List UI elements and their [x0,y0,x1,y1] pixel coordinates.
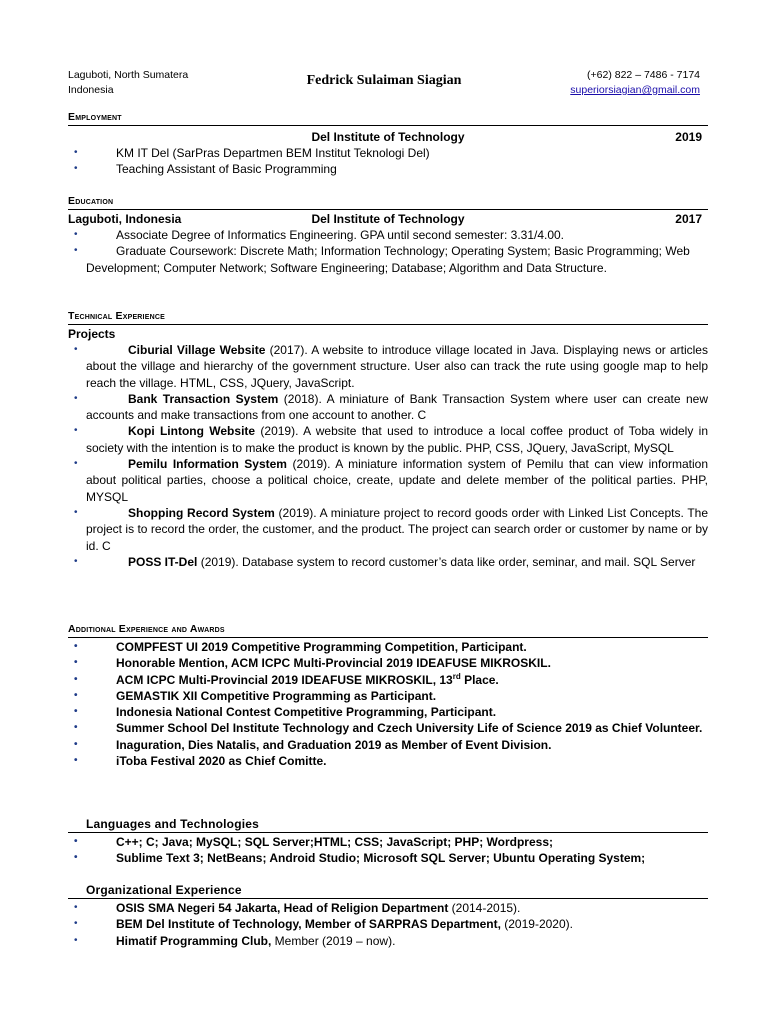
organizational-list [68,900,708,949]
education-location: Laguboti, Indonesia [68,212,182,226]
technical-section [68,309,708,570]
list-item: • OSIS SMA Negeri 54 Jakarta, Head of Religion Department (2014-2015). [74,901,521,915]
bullet-icon: • [74,657,78,669]
bullet-icon: • [74,902,78,913]
employment-row [68,129,708,145]
list-item: • iToba Festival 2020 as Chief Comitte. [74,754,327,769]
education-institution: Del Institute of Technology [311,212,465,226]
employment-section [68,110,708,178]
list-item: • Summer School Del Institute Technology and Czech University Life of Science 2019 as Chief Volunteer. [74,721,703,736]
organizational-section [68,883,708,949]
list-item: • C++; C; Java; MySQL; SQL Server;HTML; CSS; JavaScript; PHP; Wordpress; [74,835,553,849]
education-title: Education [68,194,708,210]
languages-list [68,834,708,867]
list-item: • Teaching Assistant of Basic Programming [74,162,337,177]
employment-title: Employment [68,110,708,126]
bullet-icon: • [74,673,78,685]
bullet-icon: • [74,722,78,734]
bullet-icon: • [74,425,78,437]
bullet-icon: • [74,147,78,158]
list-item: • Himatif Programming Club, Member (2019 – now). [74,933,396,948]
location-line-2: Indonesia [68,84,114,96]
list-item: • Sublime Text 3; NetBeans; Android Studio; Microsoft SQL Server; Ubuntu Operating System; [74,851,646,866]
header-contact [570,68,700,98]
bullet-icon: • [74,852,78,864]
location-line-1: Laguboti, North Sumatera [68,69,189,81]
email-link[interactable]: superiorsiagian@gmail.com [570,84,700,96]
list-item: • BEM Del Institute of Technology, Member of SARPRAS Department, (2019-2020). [74,917,573,932]
additional-title: Additional Experience and Awards [68,622,708,638]
employment-institution: Del Institute of Technology [311,130,465,144]
awards-list [68,639,708,769]
education-row [68,211,708,227]
bullet-icon: • [74,344,78,355]
bullet-icon: • [74,506,78,518]
education-list [68,227,708,276]
candidate-name: Fedrick Sulaiman Siagian [306,73,462,88]
organizational-title: Organizational Experience [68,883,708,899]
bullet-icon: • [74,738,78,750]
list-item: • Indonesia National Contest Competitive Programming, Participant. [74,705,497,720]
bullet-icon: • [74,689,78,701]
list-item: • Honorable Mention, ACM ICPC Multi-Provincial 2019 IDEAFUSE MIKROSKIL. [74,656,551,671]
bullet-icon: • [74,836,78,847]
bullet-icon: • [74,458,78,470]
list-item: • Graduate Coursework: Discrete Math; Information Technology; Operating System; Basic Programming; Web Development; Computer Network; Software Engineering; Database; Algorithm and Data Structure. [74,244,690,275]
projects-list [68,342,708,570]
list-item: • Associate Degree of Informatics Engineering. GPA until second semester: 3.31/4.00. [74,228,565,242]
languages-title: Languages and Technologies [68,817,708,833]
list-item: • Bank Transaction System (2018). A miniature of Bank Transaction System where user can create new accounts and make transactions from one account to another. C [74,391,709,423]
bullet-icon: • [74,641,78,652]
bullet-icon: • [74,918,78,930]
list-item: • Pemilu Information System (2019). A miniature information system of Pemilu that can view information about political parties, choose a political choice, create, update and delete member of the political parties. PHP, MYSQL [74,457,709,504]
employment-list [68,145,708,178]
bullet-icon: • [74,163,78,175]
education-year: 2017 [675,212,702,226]
list-item: • Shopping Record System (2019). A miniature project to record goods order with Linked List Concepts. The project is to record the order, the customer, and the product. The project can search order or customer by name or by id. C [74,505,708,553]
employment-year: 2019 [675,130,702,144]
technical-title: Technical Experience [68,309,708,325]
bullet-icon: • [74,392,78,404]
projects-subtitle: Projects [68,327,116,341]
list-item: • KM IT Del (SarPras Departmen BEM Institut Teknologi Del) [74,146,430,160]
list-item: • ACM ICPC Multi-Provincial 2019 IDEAFUSE MIKROSKIL, 13rd Place. [74,671,499,687]
bullet-icon: • [74,934,78,946]
list-item: • GEMASTIK XII Competitive Programming as Participant. [74,688,437,703]
bullet-icon: • [74,245,78,257]
list-item: • Kopi Lintong Website (2019). A website that used to introduce a local coffee product of Toba widely in society with the intention is to make the product is known by the public. PHP, CSS, JQuery, JavaScript, MySQL [74,424,708,455]
additional-section [68,622,708,769]
list-item: • Ciburial Village Website (2017). A website to introduce village located in Java. Displaying news or articles about the village and hierarchy of the government structure. User also can track the rute using google map to help reach the village. HTML, CSS, JQuery, JavaScript. [74,343,708,390]
bullet-icon: • [74,706,78,718]
bullet-icon: • [74,555,78,567]
list-item: • COMPFEST UI 2019 Competitive Programming Competition, Participant. [74,640,527,654]
bullet-icon: • [74,755,78,767]
phone-number: (+62) 822 – 7486 - 7174 [587,69,700,81]
bullet-icon: • [74,229,78,240]
list-item: • Inaguration, Dies Natalis, and Graduation 2019 as Member of Event Division. [74,737,552,752]
list-item: • POSS IT-Del (2019). Database system to record customer’s data like order, seminar, and mail. SQL Server [74,554,696,569]
languages-section [68,817,708,867]
education-section [68,194,708,276]
